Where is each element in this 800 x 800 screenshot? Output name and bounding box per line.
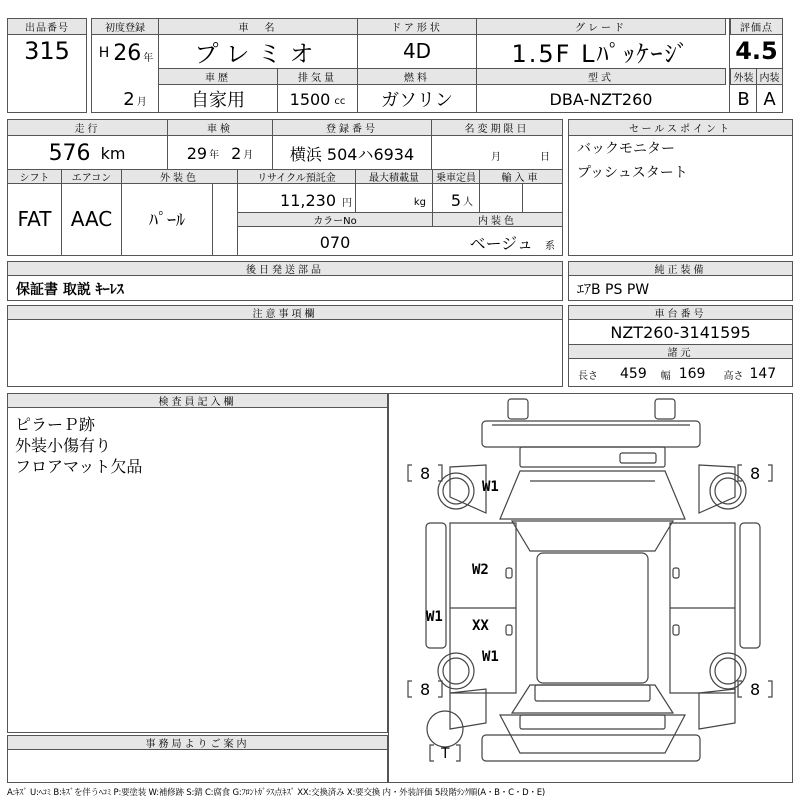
- car-name: プレミオ: [194, 39, 322, 67]
- reg-number: 横浜 504ハ6934: [289, 144, 415, 164]
- damage-mark-rear-fender: W1: [482, 649, 499, 665]
- tread-depth-front-right: 8: [750, 463, 761, 483]
- lot-number-label: 出品番号: [7, 18, 87, 35]
- height-label: 高さ: [723, 370, 744, 382]
- length-label: 長さ: [578, 370, 598, 382]
- grade: 1.5F Lﾊﾟｯｹｰｼﾞ: [511, 39, 691, 67]
- mileage-unit: km: [100, 143, 126, 163]
- sales-point-item: バックモニター: [577, 141, 675, 157]
- fuel-label: 燃料: [357, 68, 477, 85]
- dimensions-values: [572, 362, 790, 386]
- recycle-label: リサイクル預託金: [237, 169, 356, 184]
- exterior-grade: B: [737, 88, 750, 110]
- height: 147: [749, 366, 777, 382]
- ac-label: エアコン: [61, 169, 122, 184]
- displacement-value: [277, 86, 358, 112]
- inspection-year: 29: [186, 143, 208, 163]
- inspector-note: フロアマット欠品: [15, 456, 143, 476]
- int-color-label: 内装色: [432, 212, 563, 227]
- import-label: 輸入車: [479, 169, 563, 184]
- max-load-label: 最大積載量: [355, 169, 433, 184]
- max-load-unit: kg: [413, 196, 426, 208]
- recycle-unit: 円: [342, 198, 352, 209]
- lot-number: 315: [24, 37, 70, 65]
- door-label: ドア形状: [357, 18, 477, 35]
- capacity-unit: 人: [463, 196, 473, 208]
- sales-points-label: セールスポイント: [568, 119, 793, 136]
- damage-mark-side-sill: W1: [426, 609, 443, 625]
- score-label: 評価点: [730, 18, 783, 35]
- car-name-label: 車 名: [158, 18, 358, 35]
- inspection-label: 車検: [167, 119, 273, 136]
- reg-number-label: 登録番号: [272, 119, 432, 136]
- recycle-value: [240, 188, 354, 212]
- ext-color-label: 外装色: [121, 169, 238, 184]
- notes-label: 注意事項欄: [7, 305, 563, 320]
- capacity: 5: [450, 190, 461, 210]
- legend: A:ｷｽﾞ U:ﾍｺﾐ B:ｷｽﾞを伴うﾍｺﾐ P:要塗装 W:補修跡 S:錆 C:腐食 G:ﾌﾛﾝﾄｶﾞﾗｽ点ｷｽﾞ XX:交換済み X:要交換 内・外装評価 5段階ﾗﾝｸ順(A・B・C・D・E): [7, 788, 546, 798]
- fuel: ガソリン: [381, 90, 453, 111]
- color-no: 070: [319, 232, 351, 252]
- capacity-value: [433, 188, 477, 212]
- mileage-label: 走行: [7, 119, 168, 136]
- inspector-note: 外装小傷有り: [15, 435, 112, 455]
- tread-depth-rear-left: 8: [420, 679, 431, 699]
- grade-label: グレード: [476, 18, 726, 35]
- exterior-label: 外装: [730, 68, 757, 85]
- color-no-label: カラーNo: [237, 212, 433, 227]
- width: 169: [678, 366, 706, 382]
- shift-label: シフト: [7, 169, 62, 184]
- score: 4.5: [735, 37, 778, 65]
- mileage: 576: [48, 140, 91, 166]
- sales-point-item: プッシュスタート: [577, 165, 688, 181]
- length: 459: [620, 366, 647, 382]
- first-reg-label: 初度登録: [91, 18, 159, 35]
- capacity-label: 乗車定員: [432, 169, 480, 184]
- displacement: 1500: [289, 89, 331, 109]
- inspection-month: 2: [231, 143, 242, 163]
- first-reg-month-value: [95, 86, 155, 112]
- first-reg-month-unit: 月: [136, 97, 147, 108]
- int-color: ベージュ: [469, 233, 533, 253]
- history: 自家用: [191, 90, 245, 111]
- shift: FAT: [17, 207, 52, 231]
- later-parts: 保証書 取説 ｷｰﾚｽ: [16, 282, 124, 298]
- name-change-day-unit: 日: [540, 151, 550, 163]
- mileage-value: [12, 137, 162, 169]
- int-color-value: [433, 229, 561, 255]
- door-type: 4D: [402, 39, 432, 63]
- ac: AAC: [70, 207, 113, 231]
- displacement-label: 排気量: [277, 68, 358, 85]
- recycle: 11,230: [280, 190, 336, 210]
- damage-mark-replaced: XX: [472, 618, 489, 634]
- inspector-label: 検査員記入欄: [7, 393, 388, 408]
- tread-depth-front-left: 8: [420, 463, 431, 483]
- office-label: 事務局よりご案内: [7, 735, 388, 750]
- width-label: 幅: [660, 370, 671, 382]
- first-reg-year: 26: [113, 40, 142, 66]
- model: DBA-NZT260: [549, 89, 653, 109]
- inspector-note: ピラーＰ跡: [15, 414, 96, 434]
- first-reg-value: [95, 38, 157, 68]
- name-change-month-unit: 月: [491, 151, 501, 163]
- damage-mark-front-fender: W1: [482, 479, 499, 495]
- later-parts-label: 後日発送部品: [7, 261, 563, 276]
- inspection-value: [170, 137, 270, 169]
- inspection-year-unit: 年: [209, 150, 220, 161]
- dimensions-label: 諸元: [568, 344, 793, 359]
- equipment: ｴｱB PS PW: [577, 282, 650, 298]
- ext-color: ﾊﾟｰﾙ: [149, 210, 185, 231]
- spare-tire-mark: T: [441, 746, 450, 762]
- int-color-unit: 系: [545, 241, 555, 252]
- equipment-label: 純正装備: [568, 261, 793, 276]
- interior-grade: A: [763, 88, 776, 110]
- first-reg-month: 2: [123, 88, 135, 110]
- displacement-unit: cc: [334, 96, 346, 107]
- chassis-label: 車台番号: [568, 305, 793, 320]
- inspection-month-unit: 月: [243, 150, 254, 161]
- model-label: 型式: [476, 68, 726, 85]
- tread-depth-rear-right: 8: [750, 679, 761, 699]
- name-change-label: 名変期限日: [431, 119, 563, 136]
- damage-mark-rear-door: W2: [472, 562, 489, 578]
- first-reg-era: H: [98, 45, 110, 61]
- first-reg-year-unit: 年: [143, 53, 154, 64]
- chassis-number: NZT260-3141595: [610, 322, 751, 342]
- interior-label: 内装: [756, 68, 783, 85]
- car-damage-diagram: [390, 393, 793, 781]
- history-label: 車歴: [158, 68, 278, 85]
